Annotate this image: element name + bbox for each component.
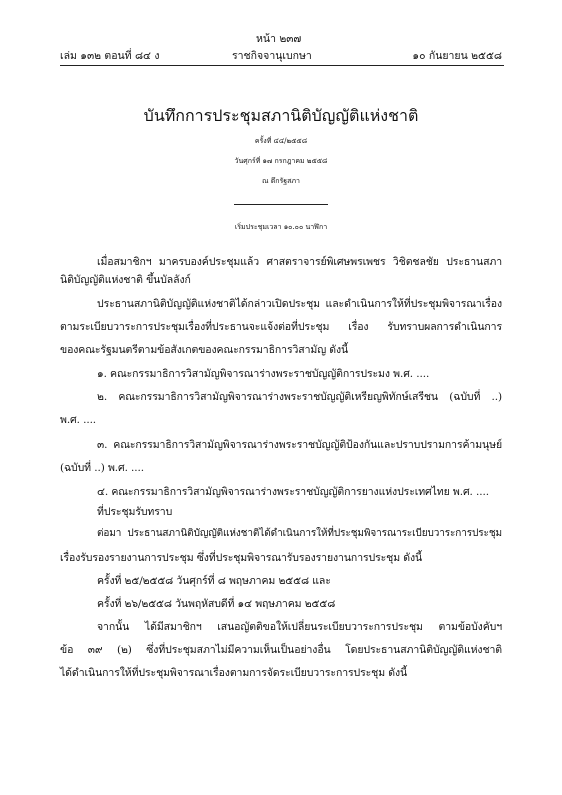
list-item: ๑. คณะกรรมาธิการวิสามัญพิจารณาร่างพระราชบัญญัติการประมง พ.ศ. .... (97, 368, 430, 380)
minutes-item: ครั้งที่ ๒๕/๒๕๕๘ วันศุกร์ที่ ๘ พฤษภาคม ๒๕๕๘ และ (97, 575, 331, 587)
meeting-venue: ณ ตึกรัฐสภา (262, 177, 300, 185)
gazette-date: ๑๐ กันยายน ๒๕๕๘ (412, 50, 502, 62)
gazette-name: ราชกิจจานุเบกษา (232, 50, 312, 62)
list-item: ๒. คณะกรรมาธิการวิสามัญพิจารณาร่างพระราชบัญญัติเหรียญพิทักษ์เสรีชน (ฉบับที่ ..) (97, 391, 502, 403)
body-line: ประธานสภานิติบัญญัติแห่งชาติได้กล่าวเปิดประชุม และดำเนินการให้ที่ประชุมพิจารณาเรื่อง (97, 298, 502, 310)
header-rule (60, 65, 504, 66)
document-title: บันทึกการประชุมสภานิติบัญญัติแห่งชาติ (143, 106, 419, 125)
body-line: ได้ดำเนินการให้ที่ประชุมพิจารณาเรื่องตามการจัดระเบียบวาระการประชุม ดังนี้ (60, 667, 408, 679)
list-item-continuation: (ฉบับที่ ..) พ.ศ. .... (60, 462, 144, 474)
body-line: เรื่องรับรองรายงานการประชุม ซึ่งที่ประชุมพิจารณารับรองรายงานการประชุม ดังนี้ (60, 552, 423, 564)
body-line: ตามระเบียบวาระการประชุมเรื่องที่ประธานจะแจ้งต่อที่ประชุม เรื่อง รับทราบผลการดำเนินการ (60, 321, 502, 333)
body-line: ต่อมา ประธานสภานิติบัญญัติแห่งชาติได้ดำเนินการให้ที่ประชุมพิจารณาระเบียบวาระการประชุม (97, 528, 502, 539)
session-number: ครั้งที่ ๔๔/๒๕๕๘ (254, 137, 308, 145)
list-item: ๔. คณะกรรมาธิการวิสามัญพิจารณาร่างพระราชบัญญัติการยางแห่งประเทศไทย พ.ศ. .... (97, 486, 489, 498)
body-line: ข้อ ๓๙ (๒) ซึ่งที่ประชุมสภาไม่มีความเห็นเป็นอย่างอื่น โดยประธานสภานิติบัญญัติแห่งชาติ (60, 644, 502, 656)
list-item: ๓. คณะกรรมาธิการวิสามัญพิจารณาร่างพระราชบัญญัติป้องกันและปราบปรามการค้ามนุษย์ (97, 439, 502, 451)
body-line: เมื่อสมาชิกฯ มาครบองค์ประชุมแล้ว ศาสตราจารย์พิเศษพรเพชร วิชิตชลชัย ประธานสภา (97, 256, 502, 268)
list-item-continuation: พ.ศ. .... (60, 414, 97, 426)
gazette-volume: เล่ม ๑๓๒ ตอนที่ ๘๔ ง (60, 50, 160, 62)
acknowledgement: ที่ประชุมรับทราบ (97, 506, 173, 518)
body-line: ของคณะรัฐมนตรีตามข้อสังเกตของคณะกรรมาธิการวิสามัญ ดังนี้ (60, 344, 349, 356)
minutes-item: ครั้งที่ ๒๖/๒๕๕๘ วันพฤหัสบดีที่ ๑๔ พฤษภาคม ๒๕๕๘ (97, 598, 336, 610)
body-line: นิติบัญญัติแห่งชาติ ขึ้นบัลลังก์ (60, 274, 191, 286)
meeting-date: วันศุกร์ที่ ๑๗ กรกฎาคม ๒๕๕๘ (234, 157, 328, 165)
title-separator (234, 204, 328, 205)
start-time: เริ่มประชุมเวลา ๑๐.๐๐ นาฬิกา (234, 223, 328, 231)
page-number: หน้า ๒๓๗ (256, 33, 302, 45)
body-line: จากนั้น ได้มีสมาชิกฯ เสนอญัตติขอให้เปลี่ยนระเบียบวาระการประชุม ตามข้อบังคับฯ (97, 621, 502, 633)
